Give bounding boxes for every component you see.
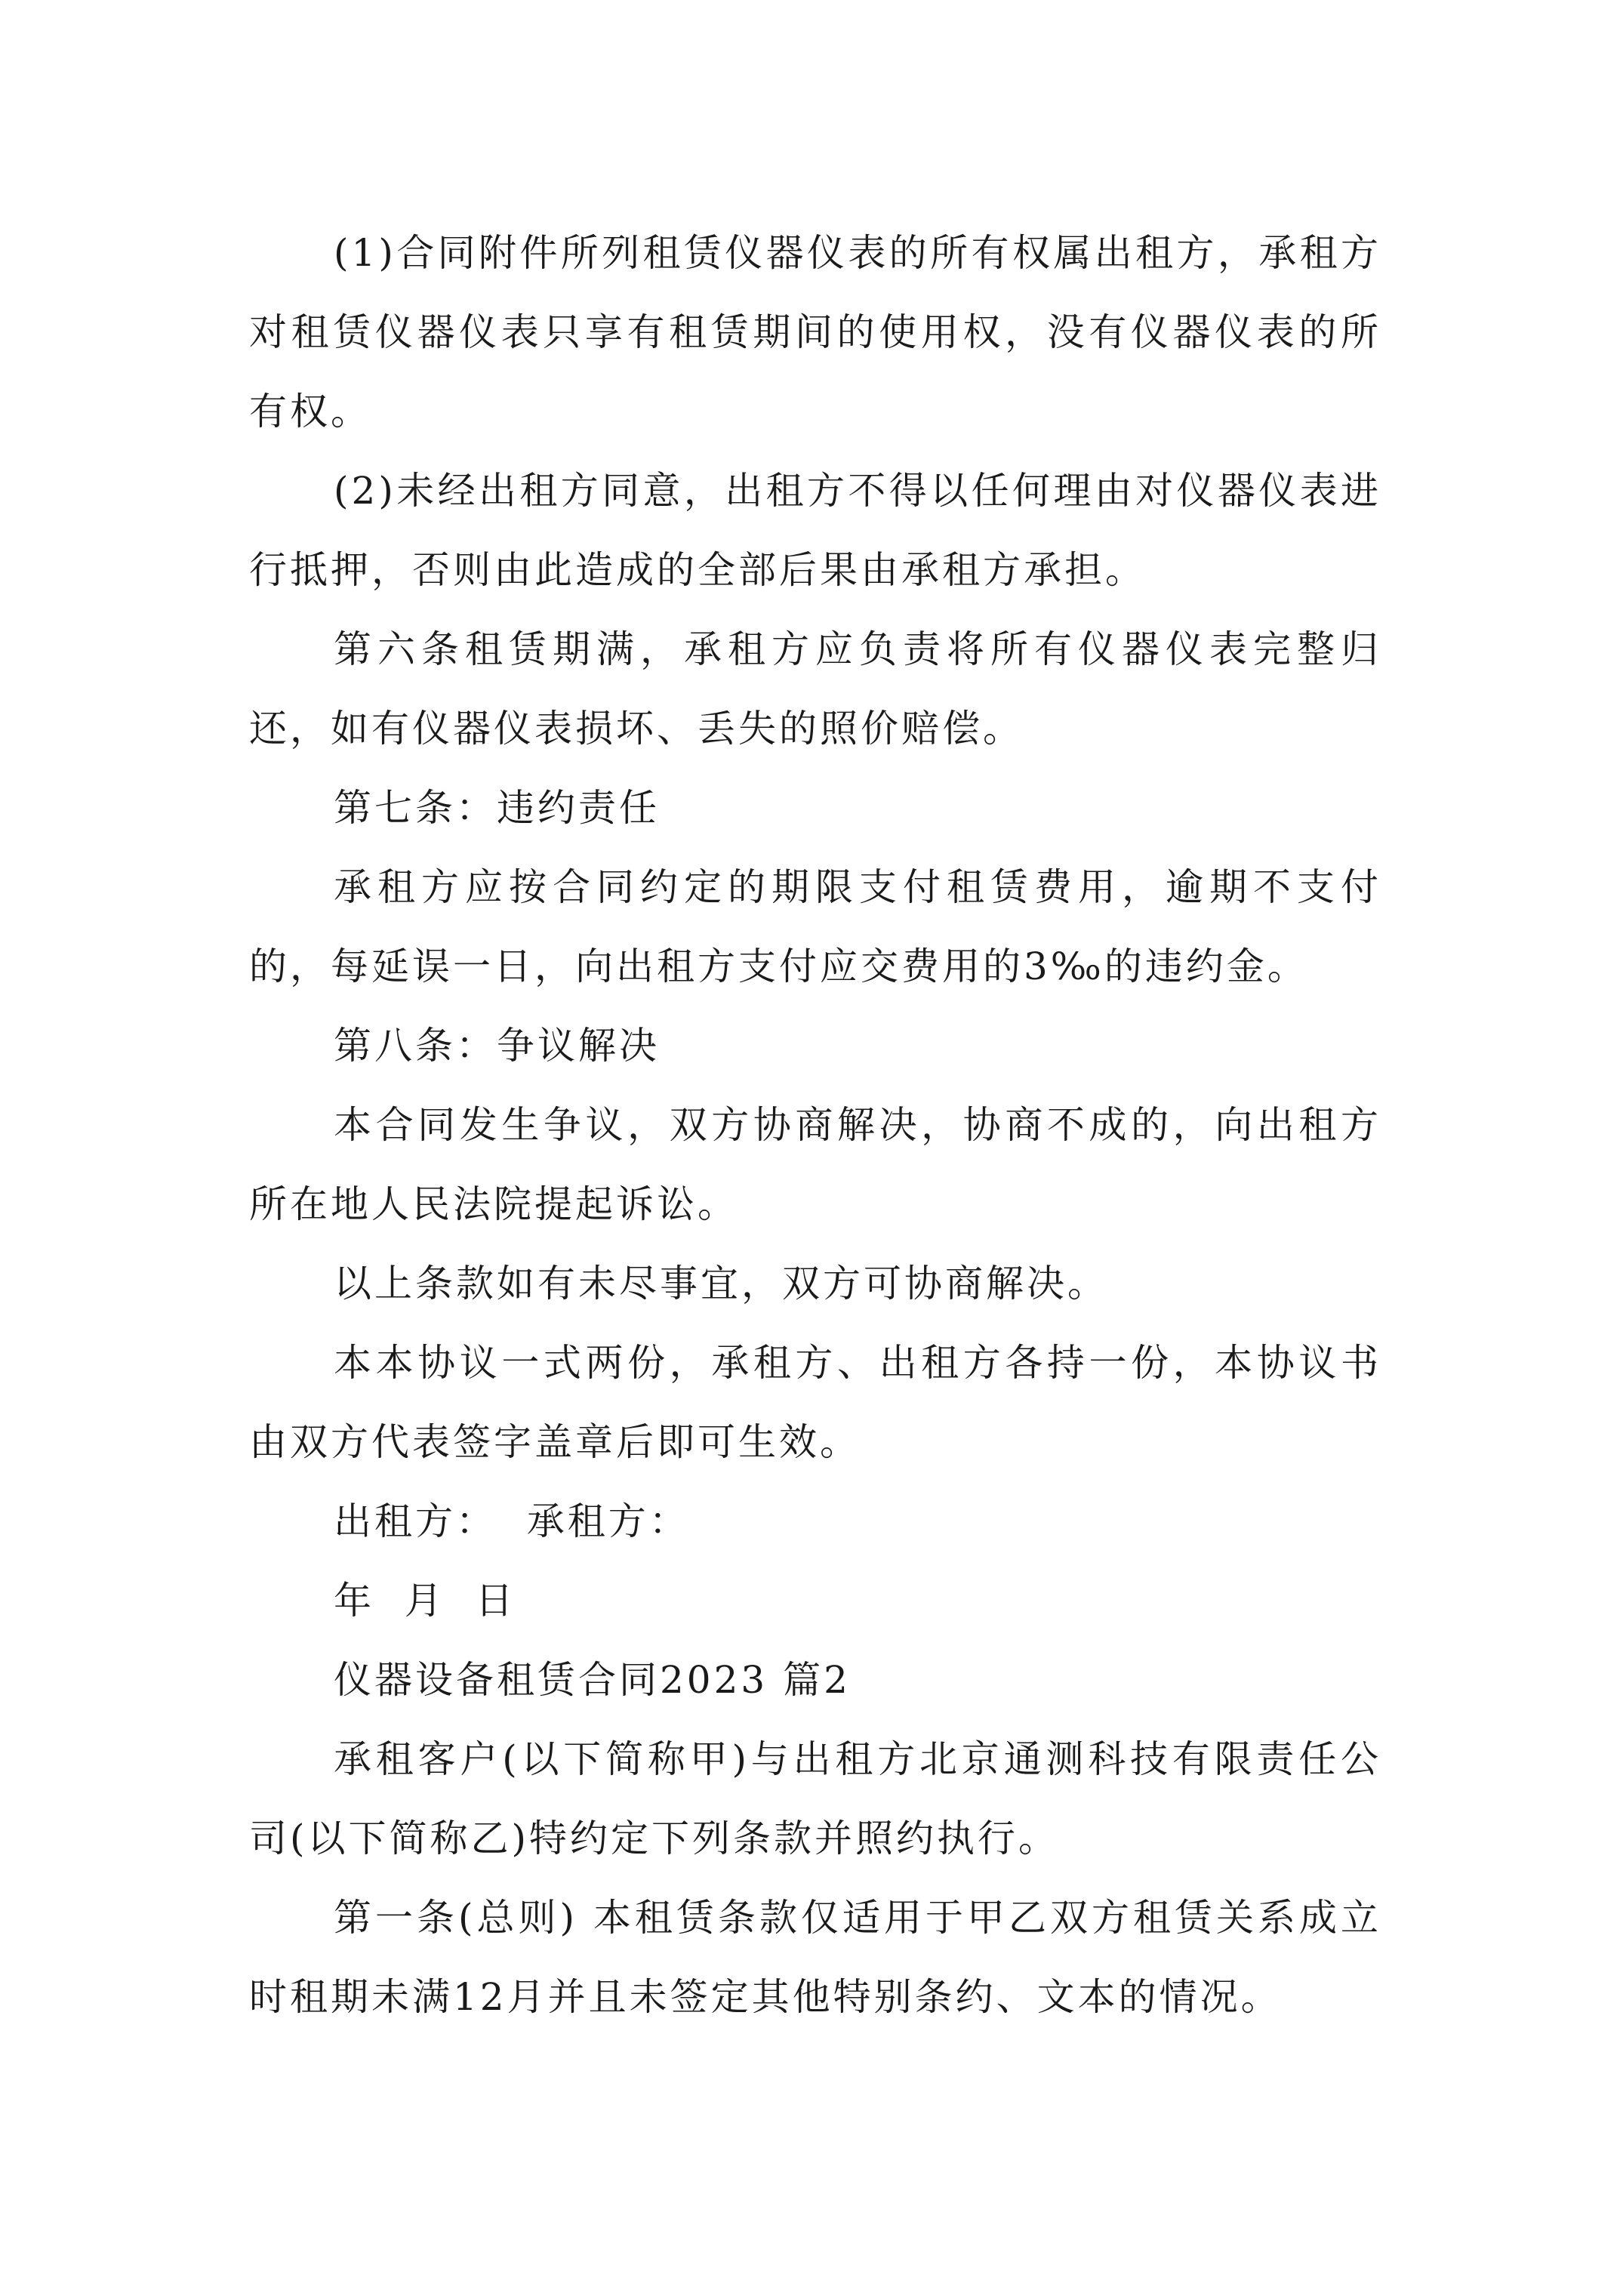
heading-article-7: 第七条：违约责任: [334, 786, 660, 830]
paragraph-copies-effectiveness: 本本协议一式两份，承租方、出租方各持一份，本协议书由双方代表签字盖章后即可生效。: [249, 1341, 1381, 1464]
paragraph-dispute-resolution: 本合同发生争议，双方协商解决，协商不成的，向出租方所在地人民法院提起诉讼。: [249, 1103, 1381, 1226]
paragraph-mortgage-clause: (2)未经出租方同意，出租方不得以任何理由对仪器仪表进行抵押，否则由此造成的全部后果由承租方承担。: [249, 469, 1381, 592]
heading-article-8: 第八条：争议解决: [334, 1024, 660, 1068]
document-body: [249, 214, 1381, 2037]
paragraph-ownership-clause: (1)合同附件所列租赁仪器仪表的所有权属出租方，承租方对租赁仪器仪表只享有租赁期间的使用权，没有仪器仪表的所有权。: [249, 231, 1381, 433]
paragraph-breach-liability: 承租方应按合同约定的期限支付租赁费用，逾期不支付的，每延误一日，向出租方支付应交费用的3‰的违约金。: [249, 865, 1381, 988]
paragraph-unresolved-matters: 以上条款如有未尽事宜，双方可协商解决。: [334, 1262, 1108, 1305]
signature-parties-line: 出租方： 承租方：: [334, 1499, 690, 1543]
paragraph-article-1-general: 第一条(总则) 本租赁条款仅适用于甲乙双方租赁关系成立时租期未满12月并且未签定其他特别条约、文本的情况。: [249, 1896, 1381, 2019]
section-title-part-2: 仪器设备租赁合同2023 篇2: [334, 1658, 851, 1702]
signature-date-line: 年 月 日: [334, 1579, 516, 1623]
paragraph-article-6: 第六条租赁期满，承租方应负责将所有仪器仪表完整归还，如有仪器仪表损坏、丢失的照价赔偿。: [249, 627, 1381, 750]
paragraph-parties-intro: 承租客户(以下简称甲)与出租方北京通测科技有限责任公司(以下简称乙)特约定下列条款并照约执行。: [249, 1737, 1381, 1860]
